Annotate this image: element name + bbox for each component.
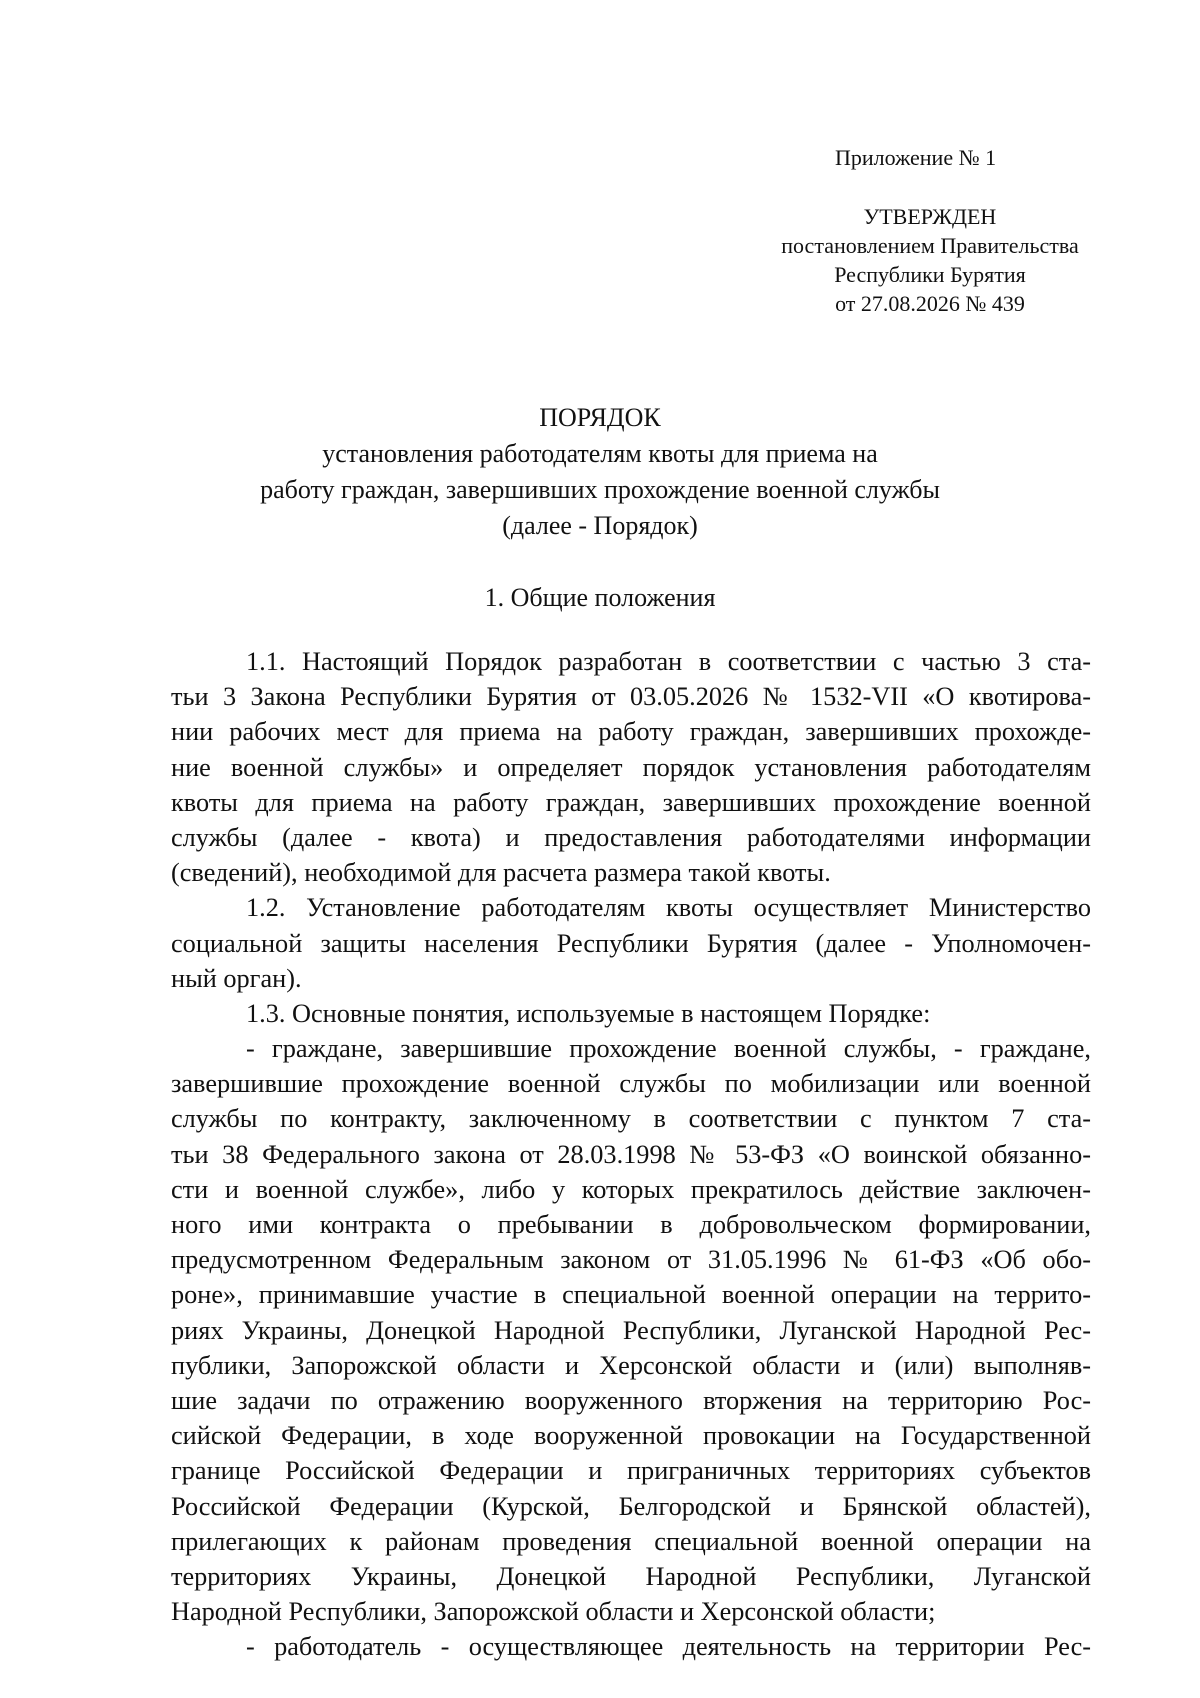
body-text <box>171 644 1091 1664</box>
document-title <box>200 400 1000 544</box>
text-line: сти и военной службе», либо у которых прекратилось действие заключен- <box>171 1174 1091 1204</box>
approval-line: Республики Бурятия <box>834 262 1026 287</box>
text-line: нии рабочих мест для приема на работу граждан, завершивших прохожде- <box>171 717 1091 747</box>
text-line: границе Российской Федерации и приграничных территориях субъектов <box>171 1456 1091 1486</box>
text-line: 1.3. Основные понятия, используемые в настоящем Порядке: <box>246 998 931 1028</box>
section-heading: 1. Общие положения <box>484 583 716 612</box>
text-line: тьи 3 Закона Республики Бурятия от 03.05.2026 № 1532-VII «О квотирова- <box>171 682 1091 712</box>
title-line: ПОРЯДОК <box>539 403 661 432</box>
text-line: сийской Федерации, в ходе вооруженной провокации на Государственной <box>171 1421 1091 1451</box>
text-line: ние военной службы» и определяет порядок установления работодателям <box>171 752 1091 782</box>
text-line: социальной защиты населения Республики Бурятия (далее - Уполномочен- <box>171 928 1091 958</box>
text-line: Российской Федерации (Курской, Белгородской и Брянской областей), <box>171 1491 1091 1521</box>
approval-line: постановлением Правительства <box>781 233 1079 258</box>
text-line: - работодатель - осуществляющее деятельность на территории Рес- <box>246 1632 1091 1662</box>
text-line: - граждане, завершившие прохождение военной службы, - граждане, <box>246 1034 1091 1064</box>
text-line: (сведений), необходимой для расчета размера такой квоты. <box>171 858 831 888</box>
text-line: предусмотренном Федеральным законом от 31.05.1996 № 61-ФЗ «Об обо- <box>171 1245 1091 1275</box>
text-line: 1.1. Настоящий Порядок разработан в соответствии с частью 3 ста- <box>246 647 1091 676</box>
text-line: 1.2. Установление работодателям квоты осуществляет Министерство <box>246 893 1091 923</box>
approval-line: УТВЕРЖДЕН <box>863 204 997 229</box>
appendix-label: Приложение № 1 <box>835 145 997 170</box>
text-line: ного ими контракта о пребывании в добровольческом формировании, <box>171 1210 1091 1239</box>
text-line: ный орган). <box>171 963 302 993</box>
title-line: работу граждан, завершивших прохождение военной службы <box>260 475 940 504</box>
title-line: установления работодателям квоты для приема на <box>322 439 878 468</box>
text-line: Народной Республики, Запорожской области и Херсонской области; <box>171 1597 936 1627</box>
text-line: службы (далее - квота) и предоставления работодателями информации <box>171 822 1091 852</box>
text-line: роне», принимавшие участие в специальной военной операции на террито- <box>171 1280 1091 1310</box>
text-line: службы по контракту, заключенному в соответствии с пунктом 7 ста- <box>171 1104 1091 1134</box>
text-line: квоты для приема на работу граждан, завершивших прохождение военной <box>171 787 1091 817</box>
approval-line: от 27.08.2026 № 439 <box>835 291 1025 316</box>
text-line: шие задачи по отражению вооруженного вторжения на территорию Рос- <box>171 1385 1091 1415</box>
text-line: завершившие прохождение военной службы по мобилизации или военной <box>171 1069 1091 1099</box>
text-line: прилегающих к районам проведения специальной военной операции на <box>171 1526 1091 1556</box>
text-line: территориях Украины, Донецкой Народной Республики, Луганской <box>171 1561 1091 1591</box>
text-line: тьи 38 Федерального закона от 28.03.1998 № 53-ФЗ «О воинской обязанно- <box>171 1139 1091 1169</box>
text-line: публики, Запорожской области и Херсонской области и (или) выполняв- <box>171 1350 1091 1380</box>
title-line: (далее - Порядок) <box>502 511 698 540</box>
approval-stamp-block <box>740 202 1120 318</box>
text-line: риях Украины, Донецкой Народной Республики, Луганской Народной Рес- <box>171 1315 1091 1345</box>
